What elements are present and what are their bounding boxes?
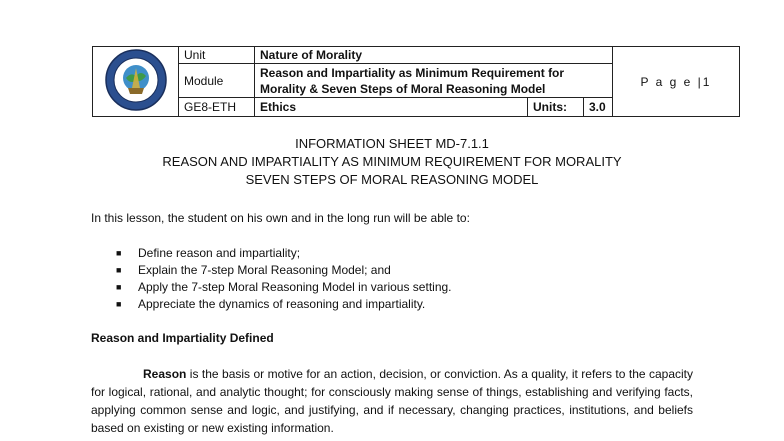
units-label: Units: xyxy=(528,98,584,117)
list-item xyxy=(116,279,452,296)
section-heading: Reason and Impartiality Defined xyxy=(91,331,274,345)
bullet-icon: ■ xyxy=(116,265,122,275)
intro-text: In this lesson, the student on his own and in the long run will be able to: xyxy=(91,211,470,225)
body-paragraph xyxy=(91,365,693,437)
module-label: Module xyxy=(179,64,255,98)
title-line-1: INFORMATION SHEET MD-7.1.1 xyxy=(295,136,489,151)
unit-value: Nature of Morality xyxy=(255,47,613,64)
page-number-cell xyxy=(613,47,740,117)
module-value xyxy=(255,64,613,98)
page-number: 1 xyxy=(702,74,712,89)
paragraph-text: is the basis or motive for an action, decision, or conviction. As a quality, it refers to the capacity for logical, rational, and analytic thought; for consciously making sense of things, establishing and verifying facts, applying common sense and logic, and justifying, and if necessary, changing practices, institutions, and beliefs based on existing or new existing information. xyxy=(91,367,693,435)
objective-text: Apply the 7-step Moral Reasoning Model in various setting. xyxy=(138,280,452,294)
units-value: 3.0 xyxy=(584,98,613,117)
sheet-title xyxy=(0,135,784,189)
bullet-icon: ■ xyxy=(116,299,122,309)
bullet-icon: ■ xyxy=(116,282,122,292)
bullet-icon: ■ xyxy=(116,248,122,258)
course-code: GE8-ETH xyxy=(179,98,255,117)
list-item xyxy=(116,296,452,313)
objective-text: Appreciate the dynamics of reasoning and impartiality. xyxy=(138,297,426,311)
unit-label: Unit xyxy=(179,47,255,64)
title-line-2: REASON AND IMPARTIALITY AS MINIMUM REQUIREMENT FOR MORALITY xyxy=(162,154,622,169)
page-label: P a g e xyxy=(640,74,693,89)
list-item xyxy=(116,245,452,262)
course-title: Ethics xyxy=(255,98,528,117)
header-table xyxy=(92,46,740,117)
objective-text: Explain the 7-step Moral Reasoning Model; and xyxy=(138,263,391,277)
objective-text: Define reason and impartiality; xyxy=(138,246,301,260)
module-value-line2: Morality & Seven Steps of Moral Reasoning Model xyxy=(260,81,546,96)
school-logo xyxy=(93,47,179,117)
school-seal-icon xyxy=(104,48,168,112)
title-line-3: SEVEN STEPS OF MORAL REASONING MODEL xyxy=(245,172,539,187)
page-separator: | xyxy=(697,74,703,89)
paragraph-term: Reason xyxy=(143,367,187,381)
objectives-list xyxy=(116,245,452,313)
module-value-line1: Reason and Impartiality as Minimum Requirement for xyxy=(260,65,565,80)
list-item xyxy=(116,262,452,279)
